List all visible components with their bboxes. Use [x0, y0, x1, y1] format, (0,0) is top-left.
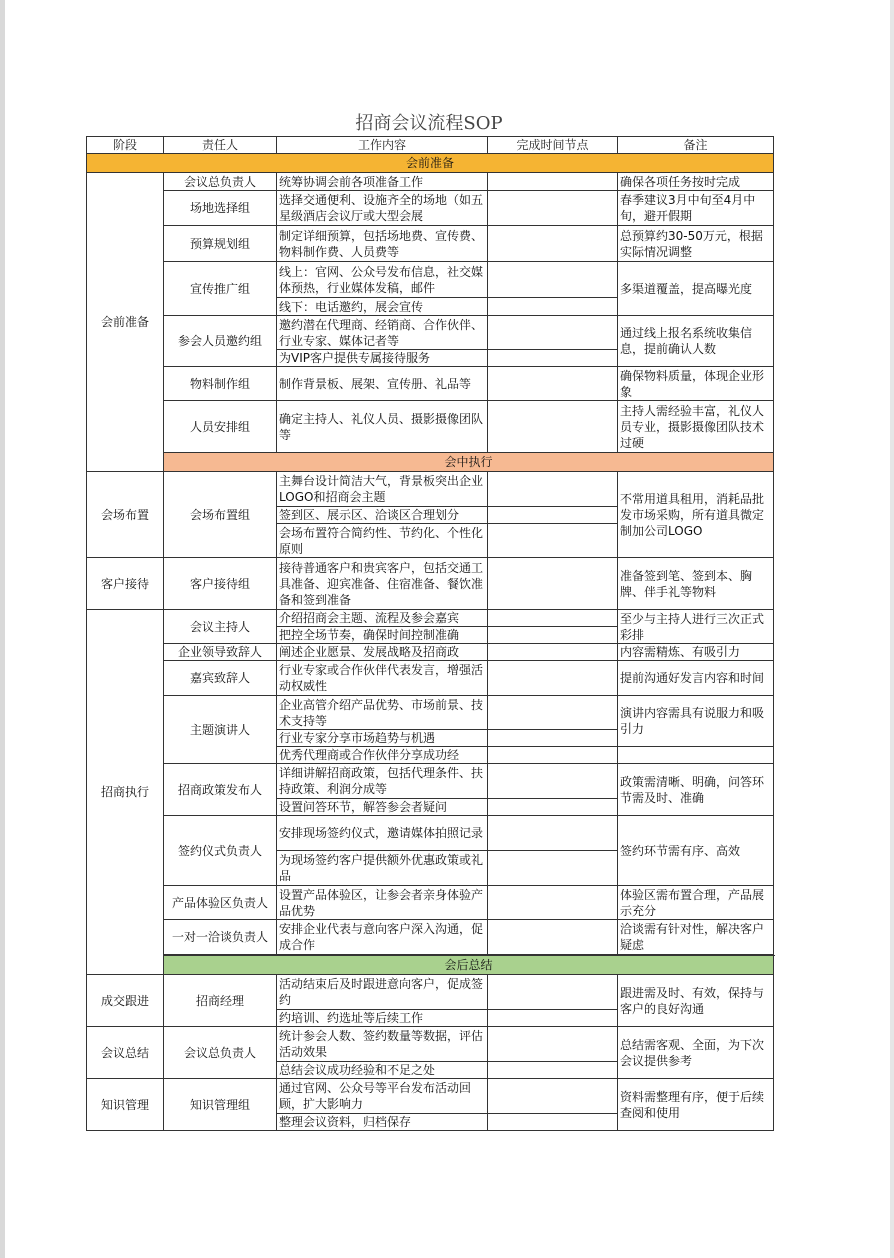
task-cell: 统筹协调会前各项准备工作 — [277, 173, 488, 191]
owner-cell: 会场布置组 — [164, 472, 277, 558]
task-cell: 接待普通客户和贵宾客户，包括交通工具准备、迎宾准备、住宿准备、餐饮准备和签到准备 — [277, 558, 488, 610]
task-cell: 活动结束后及时跟进意向客户，促成签约 — [277, 975, 488, 1010]
task-cell: 设置问答环节，解答参会者疑问 — [277, 799, 488, 816]
task-cell: 统计参会人数、签约数量等数据，评估活动效果 — [277, 1027, 488, 1062]
note-cell: 主持人需经验丰富，礼仪人员专业，摄影摄像团队技术过硬 — [618, 401, 774, 453]
section-row-mid — [87, 453, 774, 472]
table-row — [87, 816, 774, 851]
owner-cell: 一对一洽谈负责人 — [164, 920, 277, 955]
header-phase: 阶段 — [87, 137, 164, 154]
table-row — [87, 401, 774, 453]
owner-cell: 签约仪式负责人 — [164, 816, 277, 886]
task-cell: 整理会议资料，归档保存 — [277, 1114, 488, 1131]
phase-cell-reception: 客户接待 — [87, 558, 164, 610]
note-cell: 不常用道具租用，消耗品批发市场采购，所有道具微定制加公司LOGO — [618, 472, 774, 558]
task-cell: 线下：电话邀约，展会宣传 — [277, 298, 488, 316]
table-row — [87, 558, 774, 610]
sop-table — [86, 136, 774, 1131]
deadline-cell — [488, 316, 618, 350]
task-cell: 线上：官网、公众号发布信息，社交媒体预热，行业媒体发稿，邮件 — [277, 262, 488, 298]
task-cell: 确定主持人、礼仪人员、摄影摄像团队等 — [277, 401, 488, 453]
header-owner: 责任人 — [164, 137, 277, 154]
note-cell: 确保物料质量，体现企业形象 — [618, 367, 774, 401]
note-cell: 洽谈需有针对性，解决客户疑虑 — [618, 920, 774, 955]
table-row — [87, 1027, 774, 1062]
deadline-cell — [488, 191, 618, 226]
owner-cell: 场地选择组 — [164, 191, 277, 226]
deadline-cell — [488, 401, 618, 453]
owner-cell: 物料制作组 — [164, 367, 277, 401]
task-cell: 介绍招商会主题、流程及参会嘉宾 — [277, 610, 488, 627]
phase-cell: 会议总结 — [87, 1027, 164, 1079]
task-cell: 约培训、约选址等后续工作 — [277, 1010, 488, 1027]
owner-cell: 会议总负责人 — [164, 173, 277, 191]
deadline-cell — [488, 350, 618, 367]
table-row — [87, 191, 774, 226]
table-row — [87, 644, 774, 661]
deadline-cell — [488, 816, 618, 851]
deadline-cell — [488, 975, 618, 1010]
section-pre: 会前准备 — [87, 154, 774, 173]
task-cell: 主舞台设计简洁大气，背景板突出企业LOGO和招商会主题 — [277, 472, 488, 507]
task-cell: 把控全场节奏，确保时间控制准确 — [277, 627, 488, 644]
task-cell: 邀约潜在代理商、经销商、合作伙伴、行业专家、媒体记者等 — [277, 316, 488, 350]
deadline-cell — [488, 1114, 618, 1131]
phase-cell-venue: 会场布置 — [87, 472, 164, 558]
section-row-pre — [87, 154, 774, 173]
task-cell: 总结会议成功经验和不足之处 — [277, 1062, 488, 1079]
table-row — [87, 226, 774, 262]
owner-cell: 嘉宾致辞人 — [164, 661, 277, 696]
header-note: 备注 — [618, 137, 774, 154]
deadline-cell — [488, 226, 618, 262]
table-row — [87, 975, 774, 1010]
deadline-cell — [488, 298, 618, 316]
task-cell: 通过官网、公众号等平台发布活动回顾，扩大影响力 — [277, 1079, 488, 1114]
deadline-cell — [488, 696, 618, 730]
task-cell: 制作背景板、展架、宣传册、礼品等 — [277, 367, 488, 401]
section-mid: 会中执行 — [164, 453, 774, 472]
table-row — [87, 262, 774, 298]
owner-cell: 会议总负责人 — [164, 1027, 277, 1079]
task-cell: 安排现场签约仪式，邀请媒体拍照记录 — [277, 816, 488, 851]
task-cell: 为现场签约客户提供额外优惠政策或礼品 — [277, 851, 488, 886]
owner-cell: 知识管理组 — [164, 1079, 277, 1131]
note-cell: 至少与主持人进行三次正式彩排 — [618, 610, 774, 644]
deadline-cell — [488, 1062, 618, 1079]
deadline-cell — [488, 1079, 618, 1114]
note-cell: 总结需客观、全面，为下次会议提供参考 — [618, 1027, 774, 1079]
note-cell: 春季建议3月中旬至4月中旬，避开假期 — [618, 191, 774, 226]
task-cell: 行业专家分享市场趋势与机遇 — [277, 730, 488, 747]
task-cell: 行业专家或合作伙伴代表发言，增强活动权威性 — [277, 661, 488, 696]
phase-cell: 成交跟进 — [87, 975, 164, 1027]
owner-cell: 人员安排组 — [164, 401, 277, 453]
page-right-edge — [890, 0, 894, 1258]
deadline-cell — [488, 644, 618, 661]
task-cell: 详细讲解招商政策，包括代理条件、扶持政策、利润分成等 — [277, 764, 488, 799]
deadline-cell — [488, 730, 618, 747]
note-cell: 通过线上报名系统收集信息，提前确认人数 — [618, 316, 774, 367]
owner-cell: 客户接待组 — [164, 558, 277, 610]
note-cell: 资料需整理有序，便于后续查阅和使用 — [618, 1079, 774, 1131]
task-cell: 设置产品体验区，让参会者亲身体验产品优势 — [277, 886, 488, 920]
deadline-cell — [488, 799, 618, 816]
table-row — [87, 886, 774, 920]
deadline-cell — [488, 558, 618, 610]
deadline-cell — [488, 886, 618, 920]
deadline-cell — [488, 764, 618, 799]
note-cell: 总预算约30-50万元，根据实际情况调整 — [618, 226, 774, 262]
deadline-cell — [488, 367, 618, 401]
owner-cell: 会议主持人 — [164, 610, 277, 644]
table-row — [87, 316, 774, 350]
deadline-cell — [488, 262, 618, 298]
table-row — [87, 610, 774, 627]
table-row — [87, 764, 774, 799]
task-cell: 阐述企业愿景、发展战略及招商政 — [277, 644, 488, 661]
owner-cell: 预算规划组 — [164, 226, 277, 262]
note-cell: 准备签到笔、签到本、胸牌、伴手礼等物料 — [618, 558, 774, 610]
task-cell: 会场布置符合简约性、节约化、个性化原则 — [277, 524, 488, 558]
header-deadline: 完成时间节点 — [488, 137, 618, 154]
note-cell: 确保各项任务按时完成 — [618, 173, 774, 191]
note-cell: 多渠道覆盖，提高曝光度 — [618, 262, 774, 316]
deadline-cell — [488, 920, 618, 955]
deadline-cell — [488, 851, 618, 886]
phase-cell-exec: 招商执行 — [87, 610, 164, 975]
deadline-cell — [488, 507, 618, 524]
page-title: 招商会议流程SOP — [355, 113, 503, 134]
note-cell: 签约环节需有序、高效 — [618, 816, 774, 886]
deadline-cell — [488, 173, 618, 191]
deadline-cell — [488, 610, 618, 627]
note-cell: 演讲内容需具有说服力和吸引力 — [618, 696, 774, 747]
note-cell-empty — [618, 747, 774, 764]
table-row — [87, 173, 774, 191]
note-cell: 内容需精炼、有吸引力 — [618, 644, 774, 661]
deadline-cell — [488, 747, 618, 764]
owner-cell: 主题演讲人 — [164, 696, 277, 764]
phase-cell: 知识管理 — [87, 1079, 164, 1131]
task-cell: 企业高管介绍产品优势、市场前景、技术支持等 — [277, 696, 488, 730]
note-cell: 体验区需布置合理，产品展示充分 — [618, 886, 774, 920]
deadline-cell — [488, 472, 618, 507]
note-cell: 政策需清晰、明确，问答环节需及时、准确 — [618, 764, 774, 816]
task-cell: 选择交通便利、设施齐全的场地（如五星级酒店会议厅或大型会展 — [277, 191, 488, 226]
task-cell: 签到区、展示区、洽谈区合理划分 — [277, 507, 488, 524]
task-cell: 优秀代理商或合作伙伴分享成功经 — [277, 747, 488, 764]
header-content: 工作内容 — [277, 137, 488, 154]
table-row — [87, 696, 774, 730]
task-cell: 安排企业代表与意向客户深入沟通，促成合作 — [277, 920, 488, 955]
note-cell: 提前沟通好发言内容和时间 — [618, 661, 774, 696]
owner-cell: 招商经理 — [164, 975, 277, 1027]
owner-cell: 参会人员邀约组 — [164, 316, 277, 367]
owner-cell: 产品体验区负责人 — [164, 886, 277, 920]
table-row — [87, 920, 774, 955]
task-cell: 为VIP客户提供专属接待服务 — [277, 350, 488, 367]
task-cell: 制定详细预算，包括场地费、宣传费、物料制作费、人员费等 — [277, 226, 488, 262]
owner-cell: 企业领导致辞人 — [164, 644, 277, 661]
section-row-post — [87, 956, 774, 975]
page-left-edge — [0, 0, 5, 1258]
deadline-cell — [488, 1010, 618, 1027]
section-post: 会后总结 — [164, 956, 774, 975]
phase-cell-pre: 会前准备 — [87, 173, 164, 472]
deadline-cell — [488, 627, 618, 644]
header-row — [87, 137, 774, 154]
deadline-cell — [488, 661, 618, 696]
table-row — [87, 1079, 774, 1114]
deadline-cell — [488, 524, 618, 558]
owner-cell: 招商政策发布人 — [164, 764, 277, 816]
note-cell: 跟进需及时、有效，保持与客户的良好沟通 — [618, 975, 774, 1027]
owner-cell: 宣传推广组 — [164, 262, 277, 316]
table-row — [87, 661, 774, 696]
deadline-cell — [488, 1027, 618, 1062]
table-row — [87, 367, 774, 401]
table-row — [87, 472, 774, 507]
